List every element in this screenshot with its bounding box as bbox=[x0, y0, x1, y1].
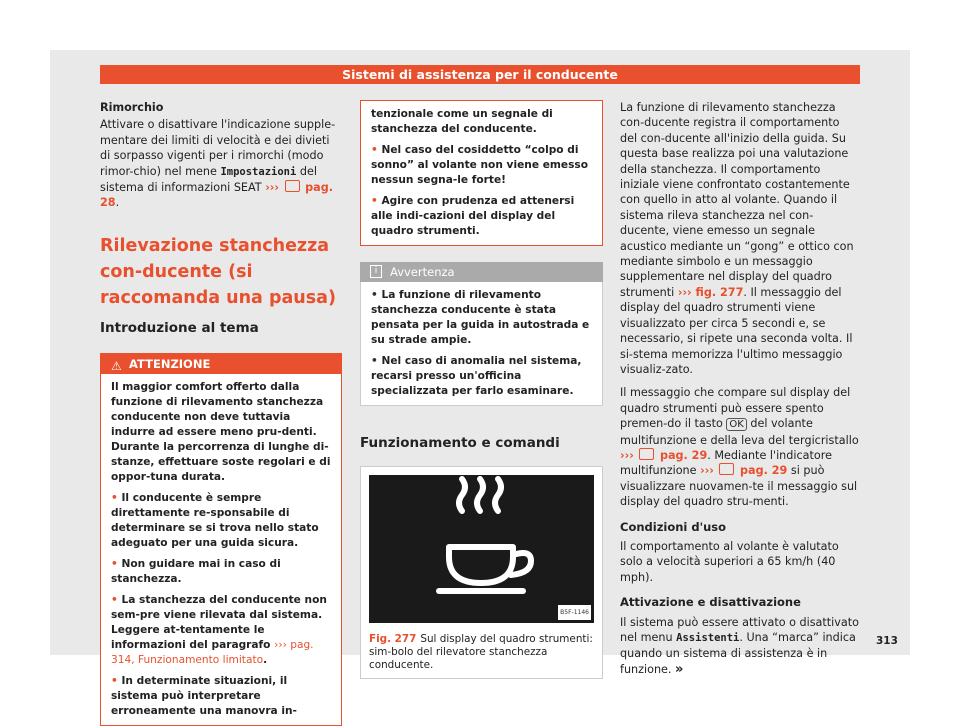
figure-link[interactable]: ››› fig. 277 bbox=[677, 285, 744, 299]
figure-277 bbox=[360, 466, 603, 679]
continue-arrow-icon: » bbox=[675, 661, 684, 677]
section-title: Rilevazione stanchezza con-ducente (si raccomanda una pausa) bbox=[100, 235, 336, 308]
heading-activation: Attivazione e disattivazione bbox=[620, 595, 801, 610]
ok-key: OK bbox=[726, 418, 746, 431]
warning-body bbox=[101, 374, 341, 725]
paragraph-description bbox=[620, 100, 860, 377]
page-link[interactable]: ››› pag. 314, Funzionamento limitato bbox=[111, 638, 314, 666]
warning-continuation-box bbox=[360, 100, 603, 246]
display-image bbox=[369, 475, 594, 623]
paragraph-message bbox=[620, 385, 860, 509]
figure-code: B5F-1146 bbox=[558, 605, 591, 620]
ref-arrows: ››› bbox=[700, 464, 714, 478]
heading-conditions: Condizioni d'uso bbox=[620, 519, 727, 534]
note-bullet: • Nel caso di anomalia nel sistema, recarsi presso un'officina specializzata per farlo esaminare. bbox=[371, 354, 592, 399]
warning-bullet bbox=[111, 593, 331, 668]
page-link[interactable]: pag. 28 bbox=[100, 181, 333, 210]
paragraph-activation bbox=[620, 615, 860, 678]
text: . Il messaggio del display del quadro strumenti viene visualizzato per circa 5 secondi e, se necessario, si ripete una seconda volta. Il si-stema memorizza l'ultimo messaggio visualiz-zato. bbox=[620, 285, 853, 376]
ref-arrows: ››› bbox=[265, 181, 280, 195]
column-3 bbox=[620, 100, 860, 685]
note-bullet: • La funzione di rilevamento stanchezza conducente è stata pensata per la guida in autostrada e su strade ampie. bbox=[371, 288, 592, 348]
note-body bbox=[360, 282, 603, 406]
subsection-title: Introduzione al tema bbox=[100, 319, 259, 336]
text: del sistema di informazioni SEAT bbox=[100, 164, 317, 195]
paragraph-conditions: Il comportamento al volante è valutato solo a velocità superiori a 65 km/h (40 mph). bbox=[620, 539, 839, 584]
caption-text: Sul display del quadro strumenti: sim-bolo del rilevatore stanchezza conducente. bbox=[369, 633, 593, 671]
warning-bullet: • Non guidare mai in caso di stanchezza. bbox=[111, 557, 331, 587]
section-heading: Funzionamento e comandi bbox=[360, 435, 560, 451]
text: del volante multifunzione e della leva del tergicristallo bbox=[620, 417, 859, 447]
figure-caption bbox=[361, 631, 602, 678]
paragraph-rimorchio bbox=[100, 117, 342, 210]
text: . Una “marca” indica quando un sistema di assistenza è in funzione. bbox=[620, 631, 856, 676]
text: Il messaggio che compare sul display del quadro strumenti può essere spento premen-do il tasto bbox=[620, 386, 851, 431]
book-icon bbox=[639, 448, 654, 460]
text: La stanchezza del conducente non sem-pre viene rilevata dal sistema. Leggere at-tentamente le informazioni del paragrafo bbox=[111, 593, 327, 651]
note-box bbox=[360, 262, 603, 406]
text: si può visualizzare nuovamen-te il messaggio sul display del quadro stru-menti. bbox=[620, 464, 858, 509]
column-2 bbox=[360, 100, 603, 679]
warning-bullet: • Agire con prudenza ed attenersi alle indi-cazioni del display del quadro strumenti. bbox=[371, 194, 592, 239]
menu-name: Impostazioni bbox=[220, 165, 297, 178]
text: La funzione di rilevamento stanchezza con-ducente registra il comportamento del con-ducente all'inizio della guida. Su questa base realizza poi una valutazione della stanchezza. Il comportamento iniziale viene confrontato costantemente con quello in atto al volante. Quando il sistema rileva stanchezza nel con-ducente, viene emesso un segnale acustico mediante un “gong” e ottico con mediante simbolo e un messaggio supplementare nel display del quadro strumenti bbox=[620, 101, 854, 299]
note-title: Avvertenza bbox=[390, 265, 455, 279]
info-icon: i bbox=[370, 265, 382, 278]
warning-box bbox=[100, 353, 342, 726]
page-number: 313 bbox=[876, 635, 898, 647]
warning-paragraph: Il maggior comfort offerto dalla funzione di rilevamento stanchezza conducente non deve tuttavia indurre ad essere meno pru-denti. Durante la percorrenza di lunghe di-stanze, effettuare soste regolari e di oppor-tuna durata. bbox=[111, 380, 331, 483]
note-header bbox=[360, 262, 603, 282]
heading-rimorchio: Rimorchio bbox=[100, 101, 164, 114]
warning-header bbox=[101, 354, 341, 374]
warning-bullet: • In determinate situazioni, il sistema può interpretare erroneamente una manovra in- bbox=[111, 674, 331, 719]
text: . Mediante l'indicatore multifunzione bbox=[620, 448, 832, 478]
text: . bbox=[263, 653, 268, 666]
book-icon bbox=[285, 180, 300, 192]
warning-bullet: • Il conducente è sempre direttamente re-sponsabile di determinare se si trova nello stato adeguato per una guida sicura. bbox=[111, 491, 331, 551]
figure-label: Fig. 277 bbox=[369, 633, 417, 645]
warning-bullet: • Nel caso del cosiddetto “colpo di sonno” al volante non viene emesso nessun segna-le forte! bbox=[371, 143, 592, 188]
warning-paragraph: tenzionale come un segnale di stanchezza del conducente. bbox=[371, 108, 553, 135]
page-link[interactable]: pag. 29 bbox=[740, 464, 788, 478]
book-icon bbox=[719, 463, 734, 475]
text: . bbox=[115, 196, 120, 210]
text: Attivare o disattivare l'indicazione supple-mentare dei limiti di velocità e dei divieti di sorpasso vigenti per i rimorchi (modo rimor-chio) nel mene bbox=[100, 118, 336, 178]
text: Il sistema può essere attivato o disattivato nel menu bbox=[620, 615, 860, 644]
ref-arrows: ››› bbox=[620, 448, 634, 462]
warning-triangle-icon: ⚠ bbox=[111, 358, 122, 373]
menu-name: Assistenti bbox=[676, 632, 740, 644]
warning-title: ATTENZIONE bbox=[129, 356, 211, 371]
page-link[interactable]: pag. 29 bbox=[659, 448, 708, 462]
column-1 bbox=[100, 100, 342, 726]
coffee-cup-icon bbox=[369, 475, 596, 623]
page-header: Sistemi di assistenza per il conducente bbox=[100, 65, 860, 84]
